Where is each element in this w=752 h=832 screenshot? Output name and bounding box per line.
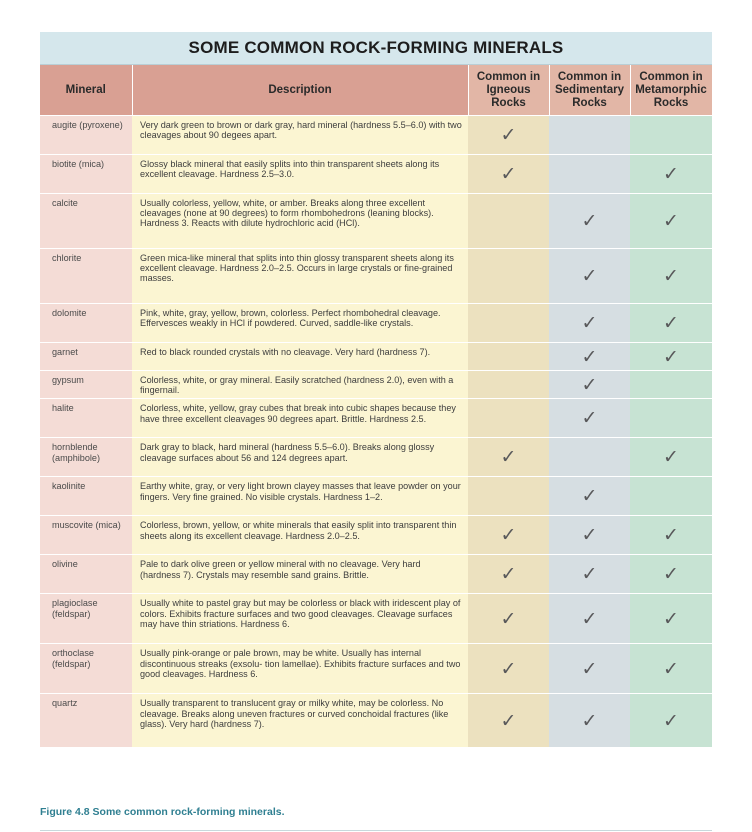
sedimentary-cell xyxy=(549,343,630,371)
mineral-name: hornblende (amphibole) xyxy=(40,438,132,477)
header-igneous: Common in Igneous Rocks xyxy=(468,65,549,116)
figure-caption-label: Figure 4.8 xyxy=(40,806,90,818)
mineral-name: quartz xyxy=(40,694,132,747)
table-row xyxy=(40,594,712,644)
header-description: Description xyxy=(132,65,468,116)
caption-divider xyxy=(40,830,712,831)
metamorphic-cell xyxy=(630,594,712,644)
check-mark-icon: ✓ xyxy=(663,312,679,334)
igneous-cell xyxy=(468,644,549,694)
metamorphic-cell xyxy=(630,155,712,194)
metamorphic-cell xyxy=(630,644,712,694)
mineral-description: Pink, white, gray, yellow, brown, colorless. Perfect rhombohedral cleavage. Effervesces weakly in HCl if powdered. Curved, saddle-like crystals. xyxy=(132,304,468,343)
minerals-table-container xyxy=(40,32,712,747)
metamorphic-cell xyxy=(630,477,712,516)
table-title: SOME COMMON ROCK-FORMING MINERALS xyxy=(40,32,712,65)
mineral-name: dolomite xyxy=(40,304,132,343)
sedimentary-cell xyxy=(549,249,630,304)
table-row xyxy=(40,516,712,555)
sedimentary-cell xyxy=(549,194,630,249)
metamorphic-cell xyxy=(630,438,712,477)
igneous-cell xyxy=(468,399,549,438)
table-row xyxy=(40,694,712,747)
check-mark-icon: ✓ xyxy=(581,373,598,396)
igneous-cell xyxy=(468,249,549,304)
mineral-name: gypsum xyxy=(40,371,132,399)
check-mark-icon: ✓ xyxy=(500,563,517,586)
metamorphic-cell xyxy=(630,399,712,438)
mineral-description: Usually transparent to translucent gray or milky white, may be colorless. No cleavage. Breaks along uneven fractures or curved conchoidal fractures (like glass). Very hard (hardness 7). xyxy=(132,694,468,747)
check-mark-icon: ✓ xyxy=(663,210,679,232)
check-mark-icon: ✓ xyxy=(663,563,679,586)
metamorphic-cell xyxy=(630,249,712,304)
metamorphic-cell xyxy=(630,116,712,155)
mineral-name: biotite (mica) xyxy=(40,155,132,194)
mineral-description: Earthy white, gray, or very light brown clayey masses that leave powder on your fingers. Very fine grained. No visible crystals. Hardness 1–2. xyxy=(132,477,468,516)
check-mark-icon: ✓ xyxy=(663,163,679,185)
mineral-description: Usually colorless, yellow, white, or amber. Breaks along three excellent cleavages (none at 90 degrees) to form rhombohedrons (leaning blocks). Hardness 3. Reacts with dilute hydrochloric acid (HCl). xyxy=(132,194,468,249)
metamorphic-cell xyxy=(630,516,712,555)
figure-caption-text: Some common rock-forming minerals. xyxy=(92,806,285,818)
table-row xyxy=(40,644,712,694)
mineral-name: chlorite xyxy=(40,249,132,304)
sedimentary-cell xyxy=(549,477,630,516)
check-mark-icon: ✓ xyxy=(500,709,517,732)
metamorphic-cell xyxy=(630,371,712,399)
check-mark-icon: ✓ xyxy=(581,657,598,680)
table-row xyxy=(40,194,712,249)
mineral-description: Red to black rounded crystals with no cleavage. Very hard (hardness 7). xyxy=(132,343,468,371)
check-mark-icon: ✓ xyxy=(500,657,517,680)
mineral-description: Usually white to pastel gray but may be colorless or black with iridescent play of colors. Exhibits fracture surfaces and two good cleavages. Cleavage surfaces may have thin striations. Hardness 6. xyxy=(132,594,468,644)
igneous-cell xyxy=(468,594,549,644)
sedimentary-cell xyxy=(549,694,630,747)
igneous-cell xyxy=(468,116,549,155)
table-row xyxy=(40,249,712,304)
check-mark-icon: ✓ xyxy=(581,709,598,732)
table-row xyxy=(40,343,712,371)
mineral-name: orthoclase (feldspar) xyxy=(40,644,132,694)
mineral-name: olivine xyxy=(40,555,132,594)
sedimentary-cell xyxy=(549,438,630,477)
igneous-cell xyxy=(468,343,549,371)
header-mineral: Mineral xyxy=(40,65,132,116)
igneous-cell xyxy=(468,304,549,343)
check-mark-icon: ✓ xyxy=(663,607,679,630)
metamorphic-cell xyxy=(630,555,712,594)
metamorphic-cell xyxy=(630,194,712,249)
check-mark-icon: ✓ xyxy=(500,163,517,185)
sedimentary-cell xyxy=(549,304,630,343)
igneous-cell xyxy=(468,371,549,399)
mineral-description: Dark gray to black, hard mineral (hardness 5.5–6.0). Breaks along glossy cleavage surfaces about 56 and 124 degrees apart. xyxy=(132,438,468,477)
sedimentary-cell xyxy=(549,555,630,594)
check-mark-icon: ✓ xyxy=(663,265,679,287)
check-mark-icon: ✓ xyxy=(581,345,598,368)
igneous-cell xyxy=(468,555,549,594)
mineral-description: Pale to dark olive green or yellow mineral with no cleavage. Very hard (hardness 7). Crystals may resemble sand grains. Brittle. xyxy=(132,555,468,594)
check-mark-icon: ✓ xyxy=(663,524,679,547)
mineral-description: Green mica-like mineral that splits into thin glossy transparent sheets along its excellent cleavage. Hardness 2.0–2.5. Occurs in large crystals or fine-grained masses. xyxy=(132,249,468,304)
sedimentary-cell xyxy=(549,594,630,644)
igneous-cell xyxy=(468,438,549,477)
mineral-name: garnet xyxy=(40,343,132,371)
igneous-cell xyxy=(468,477,549,516)
check-mark-icon: ✓ xyxy=(581,607,598,630)
table-row xyxy=(40,155,712,194)
metamorphic-cell xyxy=(630,304,712,343)
mineral-description: Colorless, brown, yellow, or white minerals that easily split into transparent thin sheets along its excellent cleavage. Hardness 2.0–2.5. xyxy=(132,516,468,555)
sedimentary-cell xyxy=(549,116,630,155)
check-mark-icon: ✓ xyxy=(581,485,598,508)
header-sedimentary: Common in Sedimentary Rocks xyxy=(549,65,630,116)
sedimentary-cell xyxy=(549,371,630,399)
mineral-name: calcite xyxy=(40,194,132,249)
check-mark-icon: ✓ xyxy=(500,524,517,547)
mineral-name: plagioclase (feldspar) xyxy=(40,594,132,644)
figure-caption xyxy=(40,806,285,818)
minerals-table xyxy=(40,65,713,747)
mineral-description: Colorless, white, yellow, gray cubes that break into cubic shapes because they have three excellent cleavages 90 degrees apart. Brittle. Hardness 2.5. xyxy=(132,399,468,438)
mineral-name: augite (pyroxene) xyxy=(40,116,132,155)
igneous-cell xyxy=(468,155,549,194)
sedimentary-cell xyxy=(549,155,630,194)
table-row xyxy=(40,399,712,438)
metamorphic-cell xyxy=(630,694,712,747)
sedimentary-cell xyxy=(549,399,630,438)
table-row xyxy=(40,304,712,343)
check-mark-icon: ✓ xyxy=(581,312,598,334)
table-row xyxy=(40,116,712,155)
mineral-name: halite xyxy=(40,399,132,438)
metamorphic-cell xyxy=(630,343,712,371)
mineral-description: Very dark green to brown or dark gray, hard mineral (hardness 5.5–6.0) with two cleavages about 90 degees apart. xyxy=(132,116,468,155)
mineral-description: Usually pink-orange or pale brown, may be white. Usually has internal discontinuous streaks (exsolu- tion lamellae). Exhibits fracture surfaces and two good cleavages. Hardness 6. xyxy=(132,644,468,694)
check-mark-icon: ✓ xyxy=(581,524,598,547)
check-mark-icon: ✓ xyxy=(663,345,679,368)
check-mark-icon: ✓ xyxy=(581,210,598,232)
check-mark-icon: ✓ xyxy=(500,446,517,469)
check-mark-icon: ✓ xyxy=(500,607,517,630)
table-row xyxy=(40,555,712,594)
mineral-name: muscovite (mica) xyxy=(40,516,132,555)
mineral-description: Glossy black mineral that easily splits into thin transparent sheets along its excellent cleavage. Hardness 2.5–3.0. xyxy=(132,155,468,194)
check-mark-icon: ✓ xyxy=(663,446,679,469)
sedimentary-cell xyxy=(549,644,630,694)
table-row xyxy=(40,477,712,516)
table-body xyxy=(40,116,712,747)
igneous-cell xyxy=(468,516,549,555)
table-header xyxy=(40,65,712,116)
check-mark-icon: ✓ xyxy=(663,709,679,732)
mineral-name: kaolinite xyxy=(40,477,132,516)
check-mark-icon: ✓ xyxy=(663,657,679,680)
table-row xyxy=(40,438,712,477)
sedimentary-cell xyxy=(549,516,630,555)
igneous-cell xyxy=(468,194,549,249)
header-metamorphic: Common in Metamorphic Rocks xyxy=(630,65,712,116)
check-mark-icon: ✓ xyxy=(500,124,517,146)
igneous-cell xyxy=(468,694,549,747)
check-mark-icon: ✓ xyxy=(581,265,598,287)
check-mark-icon: ✓ xyxy=(581,407,598,430)
mineral-description: Colorless, white, or gray mineral. Easily scratched (hardness 2.0), even with a fingernail. xyxy=(132,371,468,399)
table-row xyxy=(40,371,712,399)
check-mark-icon: ✓ xyxy=(581,563,598,586)
